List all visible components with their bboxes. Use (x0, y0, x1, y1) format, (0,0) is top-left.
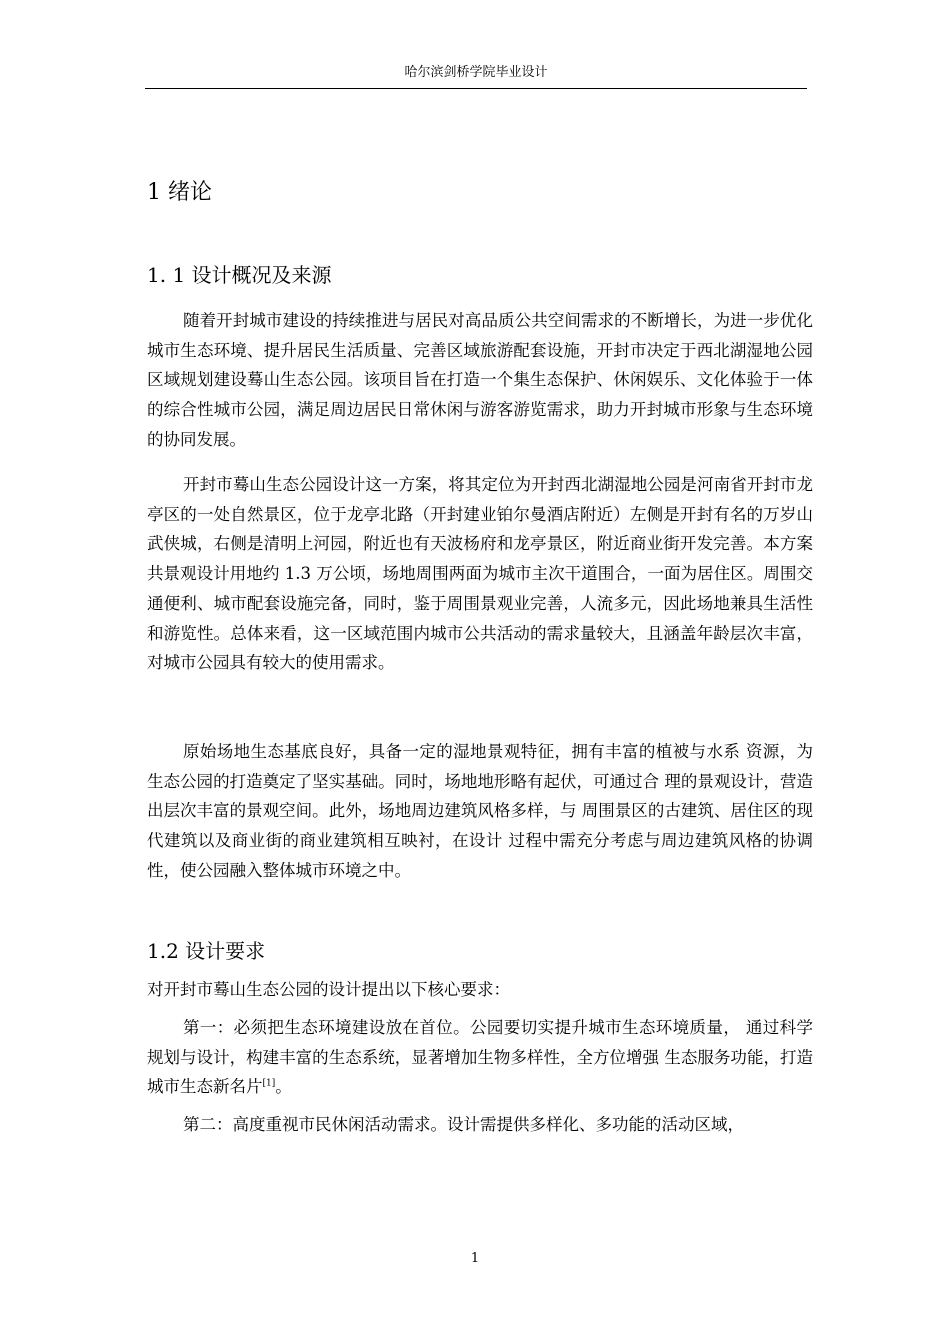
requirement-first-text: 第一：必须把生态环境建设放在首位。公园要切实提升城市生态环境质量， 通过科学规划与设计，构建丰富的生态系统，显著增加生物多样性，全方位增强 生态服务功能，打造城市生态新名片 (147, 1018, 813, 1097)
section-title-1-1: 1. 1 设计概况及来源 (147, 263, 332, 287)
paragraph-site-location: 开封市蓦山生态公园设计这一方案，将其定位为开封西北湖湿地公园是河南省开封市龙亭区的一处自然景区，位于龙亭北路（开封建业铂尔曼酒店附近）左侧是开封有名的万岁山武侠城，右侧是清明上河园，附近也有天波杨府和龙亭景区，附近商业街开发完善。本方案共景观设计用地约 1.3 万公顷，场地周围两面为城市主次干道围合，一面为居住区。周围交通便利、城市配套设施完备，同时，鉴于周围景观业完善，人流多元，因此场地兼具生活性和游览性。总体来看，这一区域范围内城市公共活动的需求量较大，且涵盖年龄层次丰富，对城市公园具有较大的使用需求。 (147, 475, 813, 673)
requirement-second: 第二：高度重视市民休闲活动需求。设计需提供多样化、多功能的活动区域， (183, 1115, 744, 1134)
paragraph-site-conditions: 原始场地生态基底良好，具备一定的湿地景观特征，拥有丰富的植被与水系 资源，为生态公园的打造奠定了坚实基础。同时，场地地形略有起伏，可通过合 理的景观设计，营造出层次丰富的景观空间。此外，场地周边建筑风格多样，与 周围景区的古建筑、居住区的现代建筑以及商业街的商业建筑相互映衬，在设计 过程中需充分考虑与周边建筑风格的协调性，使公园融入整体城市环境之中。 (147, 742, 813, 880)
requirement-first (147, 1013, 813, 1102)
page-header: 哈尔滨剑桥学院毕业设计 (404, 65, 548, 80)
requirements-intro: 对开封市蓦山生态公园的设计提出以下核心要求： (147, 980, 510, 999)
page-number: 1 (470, 1251, 480, 1266)
section-title-1-2: 1.2 设计要求 (147, 939, 266, 963)
citation-reference: [1] (262, 1078, 276, 1089)
chapter-title: 1 绪论 (147, 180, 212, 205)
header-rule (145, 88, 807, 89)
paragraph-background: 随着开封城市建设的持续推进与居民对高品质公共空间需求的不断增长，为进一步优化城市生态环境、提升居民生活质量、完善区域旅游配套设施，开封市决定于西北湖湿地公园区域规划建设蓦山生态公园。该项目旨在打造一个集生态保护、休闲娱乐、文化体验于一体的综合性城市公园，满足周边居民日常休闲与游客游览需求，助力开封城市形象与生态环境的协同发展。 (147, 311, 813, 449)
requirement-first-tail: 。 (275, 1077, 292, 1097)
